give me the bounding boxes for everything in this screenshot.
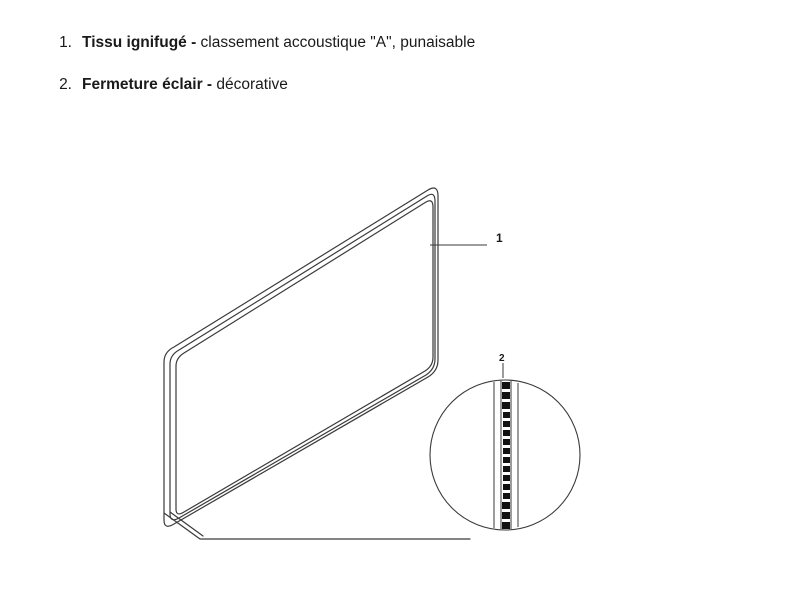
list-item [46,74,646,96]
legend-list [46,32,646,117]
callout-1 [430,231,503,245]
list-item-description: classement accoustique "A", punaisable [196,34,476,51]
list-item-description: décorative [212,76,288,94]
list-item-number: 1. [59,34,72,51]
list-item-number: 2. [59,76,72,94]
list-item-text [82,32,646,54]
technical-drawing [0,150,800,600]
acoustic-panel-shape [164,188,470,539]
callout-2-label: 2 [499,353,505,364]
list-item [46,32,646,54]
zipper-detail [430,353,580,530]
callout-1-label: 1 [496,231,503,245]
list-item-term: Fermeture éclair - [82,76,213,94]
list-item-term: Tissu ignifugé - [82,34,197,51]
list-item-text [82,74,646,96]
